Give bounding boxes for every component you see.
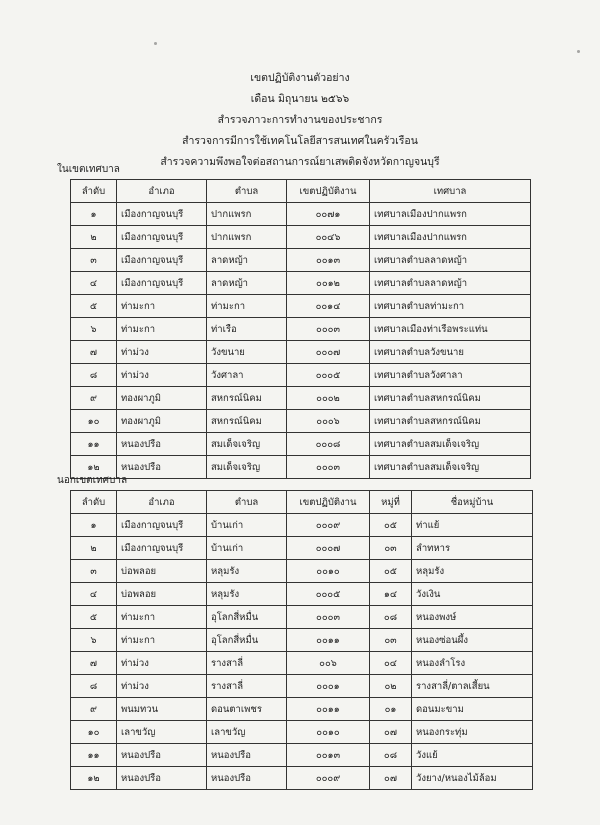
cell-work-area: ๐๐๐๙ [287,514,370,537]
cell-village-no: ๐๓ [370,537,412,560]
cell-village-no: ๐๕ [370,514,412,537]
header-survey-3: สำรวจความพึงพอใจต่อสถานการณ์ยาเสพติดจังหวัดกาญจนบุรี [160,156,440,168]
col-header-order: ลำดับ [71,180,117,203]
table-row [71,744,533,767]
cell-subdistrict: สหกรณ์นิคม [207,410,287,433]
cell-district: หนองปรือ [117,456,207,479]
table-row [71,295,531,318]
cell-work-area: ๐๐๗๑ [287,203,370,226]
non-municipal-table [70,490,533,790]
table-row [71,560,533,583]
cell-order: ๗ [71,652,117,675]
cell-district: ท่ามะกา [117,295,207,318]
cell-village-name: วังยาง/หนองไม้ล้อม [412,767,533,790]
table-row [71,537,533,560]
cell-work-area: ๐๐๖ [287,652,370,675]
cell-municipality: เทศบาลตำบลลาดหญ้า [370,249,531,272]
cell-order: ๑๑ [71,433,117,456]
table-row [71,514,533,537]
cell-village-name: หลุมรัง [412,560,533,583]
cell-municipality: เทศบาลตำบลสมเด็จเจริญ [370,456,531,479]
cell-subdistrict: ดอนตาเพชร [207,698,287,721]
cell-order: ๖ [71,629,117,652]
table-row [71,249,531,272]
cell-municipality: เทศบาลตำบลวังศาลา [370,364,531,387]
table-row [71,583,533,606]
cell-municipality: เทศบาลตำบลลาดหญ้า [370,272,531,295]
cell-village-no: ๐๘ [370,744,412,767]
cell-order: ๑๒ [71,456,117,479]
cell-order: ๘ [71,675,117,698]
cell-subdistrict: อุโลกสี่หมื่น [207,606,287,629]
cell-village-name: วังแย้ [412,744,533,767]
table-row [71,721,533,744]
cell-work-area: ๐๐๐๓ [287,606,370,629]
cell-village-no: ๑๔ [370,583,412,606]
municipal-section-label: ในเขตเทศบาล [57,164,120,175]
cell-order: ๕ [71,606,117,629]
cell-district: ทองผาภูมิ [117,410,207,433]
table-header-row [71,491,533,514]
col-header-district: อำเภอ [117,180,207,203]
cell-order: ๑ [71,514,117,537]
cell-subdistrict: สมเด็จเจริญ [207,456,287,479]
cell-order: ๔ [71,272,117,295]
cell-subdistrict: หลุมรัง [207,560,287,583]
col-header-village-name: ชื่อหมู่บ้าน [412,491,533,514]
cell-district: เมืองกาญจนบุรี [117,249,207,272]
cell-district: ท่าม่วง [117,675,207,698]
cell-district: ท่ามะกา [117,629,207,652]
document-header [0,68,600,173]
header-title: เขตปฏิบัติงานตัวอย่าง [250,72,350,84]
cell-district: หนองปรือ [117,433,207,456]
cell-village-no: ๐๒ [370,675,412,698]
table-row [71,606,533,629]
cell-subdistrict: บ้านเก่า [207,537,287,560]
table-row [71,387,531,410]
col-header-subdistrict: ตำบล [207,491,287,514]
cell-village-name: ท่าแย้ [412,514,533,537]
cell-subdistrict: วังศาลา [207,364,287,387]
col-header-district: อำเภอ [117,491,207,514]
cell-district: พนมทวน [117,698,207,721]
col-header-order: ลำดับ [71,491,117,514]
cell-subdistrict: สหกรณ์นิคม [207,387,287,410]
cell-district: ท่าม่วง [117,652,207,675]
cell-order: ๔ [71,583,117,606]
cell-village-name: รางสาลี่/ตาลเสี้ยน [412,675,533,698]
cell-district: เมืองกาญจนบุรี [117,272,207,295]
cell-district: เลาขวัญ [117,721,207,744]
table-row [71,433,531,456]
cell-work-area: ๐๐๑๔ [287,295,370,318]
municipal-table [70,179,531,479]
col-header-work-area: เขตปฏิบัติงาน [287,180,370,203]
cell-village-no: ๐๕ [370,560,412,583]
cell-district: บ่อพลอย [117,583,207,606]
cell-order: ๑๑ [71,744,117,767]
table-row [71,675,533,698]
cell-work-area: ๐๐๑๑ [287,698,370,721]
cell-district: หนองปรือ [117,767,207,790]
cell-order: ๓ [71,249,117,272]
cell-district: บ่อพลอย [117,560,207,583]
cell-village-name: หนองซ่อนผึ้ง [412,629,533,652]
cell-district: ทองผาภูมิ [117,387,207,410]
cell-subdistrict: ปากแพรก [207,203,287,226]
cell-work-area: ๐๐๑๐ [287,560,370,583]
cell-municipality: เทศบาลตำบลท่ามะกา [370,295,531,318]
cell-work-area: ๐๐๐๕ [287,583,370,606]
cell-work-area: ๐๐๐๗ [287,537,370,560]
non-municipal-section-label: นอกเขตเทศบาล [57,475,128,486]
cell-district: เมืองกาญจนบุรี [117,537,207,560]
cell-subdistrict: บ้านเก่า [207,514,287,537]
cell-work-area: ๐๐๐๘ [287,433,370,456]
cell-order: ๕ [71,295,117,318]
cell-work-area: ๐๐๐๑ [287,675,370,698]
cell-subdistrict: หลุมรัง [207,583,287,606]
cell-subdistrict: อุโลกสี่หมื่น [207,629,287,652]
cell-municipality: เทศบาลเมืองปากแพรก [370,226,531,249]
cell-subdistrict: หนองปรือ [207,767,287,790]
cell-subdistrict: หนองปรือ [207,744,287,767]
cell-village-name: ดอนมะขาม [412,698,533,721]
table-row [71,272,531,295]
table-header-row [71,180,531,203]
cell-subdistrict: รางสาลี่ [207,652,287,675]
table-row [71,652,533,675]
cell-subdistrict: รางสาลี่ [207,675,287,698]
cell-village-no: ๐๓ [370,629,412,652]
cell-order: ๙ [71,387,117,410]
cell-village-no: ๐๔ [370,652,412,675]
cell-order: ๗ [71,341,117,364]
cell-work-area: ๐๐๐๙ [287,767,370,790]
table-row [71,203,531,226]
table-row [71,767,533,790]
cell-work-area: ๐๐๑๑ [287,629,370,652]
cell-village-name: หนองลำโรง [412,652,533,675]
cell-work-area: ๐๐๐๗ [287,341,370,364]
cell-order: ๑๐ [71,721,117,744]
cell-work-area: ๐๐๐๓ [287,456,370,479]
cell-municipality: เทศบาลเมืองท่าเรือพระแท่น [370,318,531,341]
table-row [71,226,531,249]
table-row [71,456,531,479]
cell-village-name: ลำทหาร [412,537,533,560]
cell-village-no: ๐๘ [370,606,412,629]
cell-village-no: ๐๑ [370,698,412,721]
cell-work-area: ๐๐๐๕ [287,364,370,387]
cell-municipality: เทศบาลตำบลวังขนาย [370,341,531,364]
cell-village-name: หนองกระทุ่ม [412,721,533,744]
cell-work-area: ๐๐๔๖ [287,226,370,249]
cell-work-area: ๐๐๐๓ [287,318,370,341]
cell-municipality: เทศบาลตำบลสมเด็จเจริญ [370,433,531,456]
cell-district: ท่ามะกา [117,606,207,629]
cell-work-area: ๐๐๑๐ [287,721,370,744]
table-row [71,364,531,387]
header-survey-2: สำรวจการมีการใช้เทคโนโลยีสารสนเทศในครัวเรือน [182,135,418,147]
cell-order: ๑ [71,203,117,226]
cell-district: เมืองกาญจนบุรี [117,226,207,249]
col-header-village-no: หมู่ที่ [370,491,412,514]
cell-subdistrict: ท่ามะกา [207,295,287,318]
cell-subdistrict: ลาดหญ้า [207,272,287,295]
cell-village-no: ๐๗ [370,767,412,790]
table-row [71,341,531,364]
table-row [71,410,531,433]
table-row [71,698,533,721]
cell-municipality: เทศบาลเมืองปากแพรก [370,203,531,226]
col-header-work-area: เขตปฏิบัติงาน [287,491,370,514]
cell-work-area: ๐๐๑๒ [287,272,370,295]
header-survey-1: สำรวจภาวะการทำงานของประชากร [217,114,383,126]
cell-order: ๒ [71,537,117,560]
table-row [71,629,533,652]
cell-order: ๒ [71,226,117,249]
header-month: เดือน มิถุนายน ๒๕๖๖ [250,93,350,105]
cell-district: เมืองกาญจนบุรี [117,203,207,226]
cell-subdistrict: ปากแพรก [207,226,287,249]
cell-district: ท่ามะกา [117,318,207,341]
cell-subdistrict: สมเด็จเจริญ [207,433,287,456]
cell-work-area: ๐๐๑๓ [287,744,370,767]
table-row [71,318,531,341]
cell-order: ๖ [71,318,117,341]
cell-work-area: ๐๐๑๓ [287,249,370,272]
cell-order: ๑๐ [71,410,117,433]
cell-subdistrict: ลาดหญ้า [207,249,287,272]
col-header-municipality: เทศบาล [370,180,531,203]
scan-speck [577,50,580,53]
cell-district: หนองปรือ [117,744,207,767]
cell-village-name: หนองพงษ์ [412,606,533,629]
cell-subdistrict: ท่าเรือ [207,318,287,341]
cell-order: ๑๒ [71,767,117,790]
cell-village-no: ๐๗ [370,721,412,744]
cell-subdistrict: เลาขวัญ [207,721,287,744]
cell-work-area: ๐๐๐๖ [287,410,370,433]
cell-work-area: ๐๐๐๒ [287,387,370,410]
cell-order: ๙ [71,698,117,721]
cell-order: ๓ [71,560,117,583]
cell-municipality: เทศบาลตำบลสหกรณ์นิคม [370,410,531,433]
cell-subdistrict: วังขนาย [207,341,287,364]
cell-district: เมืองกาญจนบุรี [117,514,207,537]
scan-speck [154,42,157,45]
cell-municipality: เทศบาลตำบลสหกรณ์นิคม [370,387,531,410]
cell-village-name: วังเงิน [412,583,533,606]
col-header-subdistrict: ตำบล [207,180,287,203]
cell-order: ๘ [71,364,117,387]
cell-district: ท่าม่วง [117,364,207,387]
cell-district: ท่าม่วง [117,341,207,364]
